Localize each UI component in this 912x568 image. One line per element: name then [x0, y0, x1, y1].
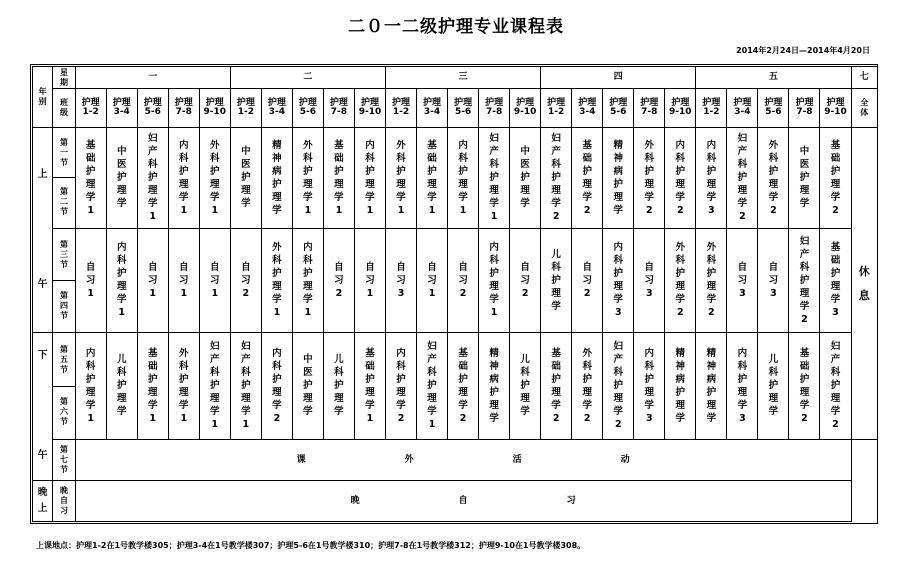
course-cell: 妇产科护理学2 [603, 332, 634, 439]
course-cell: 儿科护理学 [541, 228, 572, 332]
class-header-cell: 护理 7-8 [634, 89, 665, 128]
page-title: 二０一二级护理专业课程表 [348, 17, 564, 37]
period-1-2: 第一节 第二节 [53, 128, 75, 228]
course-cell: 内科护理学3 [603, 228, 634, 332]
course-cell: 基础护理学1 [323, 128, 354, 228]
course-cell: 外科护理学2 [665, 228, 696, 332]
row-afternoon-1 [33, 332, 878, 439]
course-cell: 自习2 [510, 228, 541, 332]
weekday-header: 星期 [53, 67, 75, 89]
all-students-header: 全体 [851, 89, 877, 128]
course-cell: 精神病护理学 [665, 332, 696, 439]
course-cell: 中医护理学 [106, 128, 137, 228]
course-cell: 精神病护理学 [603, 128, 634, 228]
course-cell: 中医护理学 [292, 332, 323, 439]
course-cell: 妇产科护理学2 [789, 228, 820, 332]
course-cell: 基础护理学3 [820, 228, 851, 332]
course-cell: 自习2 [448, 228, 479, 332]
extracurricular-activity: 课 外 活 动 [75, 440, 851, 481]
course-cell: 基础护理学1 [417, 128, 448, 228]
class-header-cell: 护理 1-2 [75, 89, 106, 128]
row-activity [33, 440, 878, 481]
course-cell: 妇产科护理学1 [199, 332, 230, 439]
course-cell: 妇产科护理学1 [230, 332, 261, 439]
evening-label: 晚 上 [33, 481, 53, 522]
row-morning-1 [33, 128, 878, 228]
course-cell: 儿科护理学 [106, 332, 137, 439]
class-header-cell: 护理 7-8 [479, 89, 510, 128]
course-cell: 内科护理学3 [696, 128, 727, 228]
class-header-cell: 护理 1-2 [230, 89, 261, 128]
course-cell: 妇产科护理学1 [417, 332, 448, 439]
course-cell: 内科护理学1 [292, 228, 323, 332]
course-cell: 儿科护理学 [510, 332, 541, 439]
row-morning-2 [33, 228, 878, 332]
course-cell: 自习2 [323, 228, 354, 332]
course-cell: 儿科护理学 [323, 332, 354, 439]
sunday-rest: 休息 [851, 128, 877, 440]
date-range: 2014年2月24日—2014年4月20日 [736, 46, 870, 55]
class-header-cell: 护理 3-4 [261, 89, 292, 128]
course-cell: 外科护理学2 [634, 128, 665, 228]
course-cell: 内科护理学2 [665, 128, 696, 228]
morning-label: 上 午 [33, 128, 53, 332]
course-cell: 自习3 [386, 228, 417, 332]
class-header-cell: 护理 3-4 [106, 89, 137, 128]
course-cell: 外科护理学1 [168, 332, 199, 439]
day-tue: 二 [230, 67, 385, 89]
course-cell: 自习2 [572, 228, 603, 332]
course-cell: 自习1 [199, 228, 230, 332]
course-cell: 外科护理学1 [199, 128, 230, 228]
course-cell: 自习1 [354, 228, 385, 332]
day-sun: 七 [851, 67, 877, 89]
course-cell: 精神病护理学 [696, 332, 727, 439]
course-cell: 自习1 [168, 228, 199, 332]
class-header-cell: 护理 9-10 [354, 89, 385, 128]
course-cell: 自习1 [75, 228, 106, 332]
course-cell: 基础护理学1 [354, 332, 385, 439]
course-cell: 自习3 [634, 228, 665, 332]
class-header-cell: 护理 5-6 [137, 89, 168, 128]
course-cell: 精神病护理学 [261, 128, 292, 228]
class-header-cell: 护理 1-2 [696, 89, 727, 128]
period-7: 第七节 [53, 440, 75, 481]
course-cell: 基础护理学2 [572, 128, 603, 228]
course-cell: 中医护理学 [230, 128, 261, 228]
course-cell: 基础护理学2 [541, 332, 572, 439]
class-header-cell: 护理 3-4 [572, 89, 603, 128]
course-cell: 内科护理学3 [634, 332, 665, 439]
class-header-cell: 护理 3-4 [417, 89, 448, 128]
period-3-4: 第三节 第四节 [53, 228, 75, 332]
class-header-cell: 护理 9-10 [199, 89, 230, 128]
course-cell: 外科护理学2 [696, 228, 727, 332]
class-header-cell: 护理 5-6 [292, 89, 323, 128]
course-cell: 基础护理学2 [448, 332, 479, 439]
class-header-cell: 护理 5-6 [448, 89, 479, 128]
header-row-days [33, 67, 878, 89]
course-cell: 基础护理学2 [820, 128, 851, 228]
course-cell: 自习1 [137, 228, 168, 332]
course-cell: 内科护理学1 [168, 128, 199, 228]
course-cell: 外科护理学1 [261, 228, 292, 332]
class-header-cell: 护理 5-6 [603, 89, 634, 128]
day-wed: 三 [386, 67, 541, 89]
evening-period-label: 晚自习 [53, 481, 75, 522]
class-header: 班级 [53, 89, 75, 128]
class-header-cell: 护理 1-2 [541, 89, 572, 128]
course-cell: 内科护理学3 [727, 332, 758, 439]
class-header-cell: 护理 9-10 [820, 89, 851, 128]
course-cell: 内科护理学1 [75, 332, 106, 439]
footer-note: 上课地点：护理1-2在1号教学楼305；护理3-4在1号教学楼307；护理5-6在1号教学楼310；护理7-8在1号教学楼312；护理9-10在1号教学楼308。 [36, 541, 586, 550]
header-row-classes [33, 89, 878, 128]
course-cell: 自习3 [727, 228, 758, 332]
course-cell: 外科护理学2 [758, 128, 789, 228]
course-cell: 内科护理学1 [479, 228, 510, 332]
course-cell: 内科护理学2 [386, 332, 417, 439]
class-header-cell: 护理 1-2 [386, 89, 417, 128]
course-cell: 儿科护理学 [758, 332, 789, 439]
course-cell: 妇产科护理学2 [727, 128, 758, 228]
course-cell: 基础护理学1 [75, 128, 106, 228]
class-header-cell: 护理 7-8 [323, 89, 354, 128]
course-cell: 内科护理学1 [354, 128, 385, 228]
course-cell: 自习1 [417, 228, 448, 332]
course-cell: 内科护理学1 [448, 128, 479, 228]
schedule-table [32, 66, 878, 522]
course-cell: 精神病护理学 [479, 332, 510, 439]
course-cell: 妇产科护理学2 [820, 332, 851, 439]
course-cell: 中医护理学 [510, 128, 541, 228]
day-thu: 四 [541, 67, 696, 89]
course-cell: 外科护理学2 [572, 332, 603, 439]
course-cell: 中医护理学 [789, 128, 820, 228]
course-cell: 内科护理学1 [106, 228, 137, 332]
course-cell: 自习3 [758, 228, 789, 332]
class-header-cell: 护理 5-6 [758, 89, 789, 128]
afternoon-label: 下 午 [33, 332, 53, 480]
course-cell: 基础护理学1 [137, 332, 168, 439]
class-header-cell: 护理 3-4 [727, 89, 758, 128]
course-cell: 外科护理学1 [386, 128, 417, 228]
course-cell: 内科护理学2 [261, 332, 292, 439]
day-mon: 一 [75, 67, 230, 89]
class-header-cell: 护理 7-8 [789, 89, 820, 128]
course-cell: 妇产科护理学1 [137, 128, 168, 228]
course-cell: 自习2 [230, 228, 261, 332]
day-fri: 五 [696, 67, 851, 89]
course-cell: 外科护理学1 [292, 128, 323, 228]
class-header-cell: 护理 9-10 [665, 89, 696, 128]
period-5-6: 第五节 第六节 [53, 332, 75, 439]
year-header: 年别 [33, 67, 53, 128]
class-header-cell: 护理 7-8 [168, 89, 199, 128]
course-cell: 妇产科护理学2 [541, 128, 572, 228]
row-evening [33, 481, 878, 522]
course-cell: 基础护理学2 [789, 332, 820, 439]
course-cell: 妇产科护理学1 [479, 128, 510, 228]
evening-study: 晚 自 习 [75, 481, 851, 522]
class-header-cell: 护理 9-10 [510, 89, 541, 128]
